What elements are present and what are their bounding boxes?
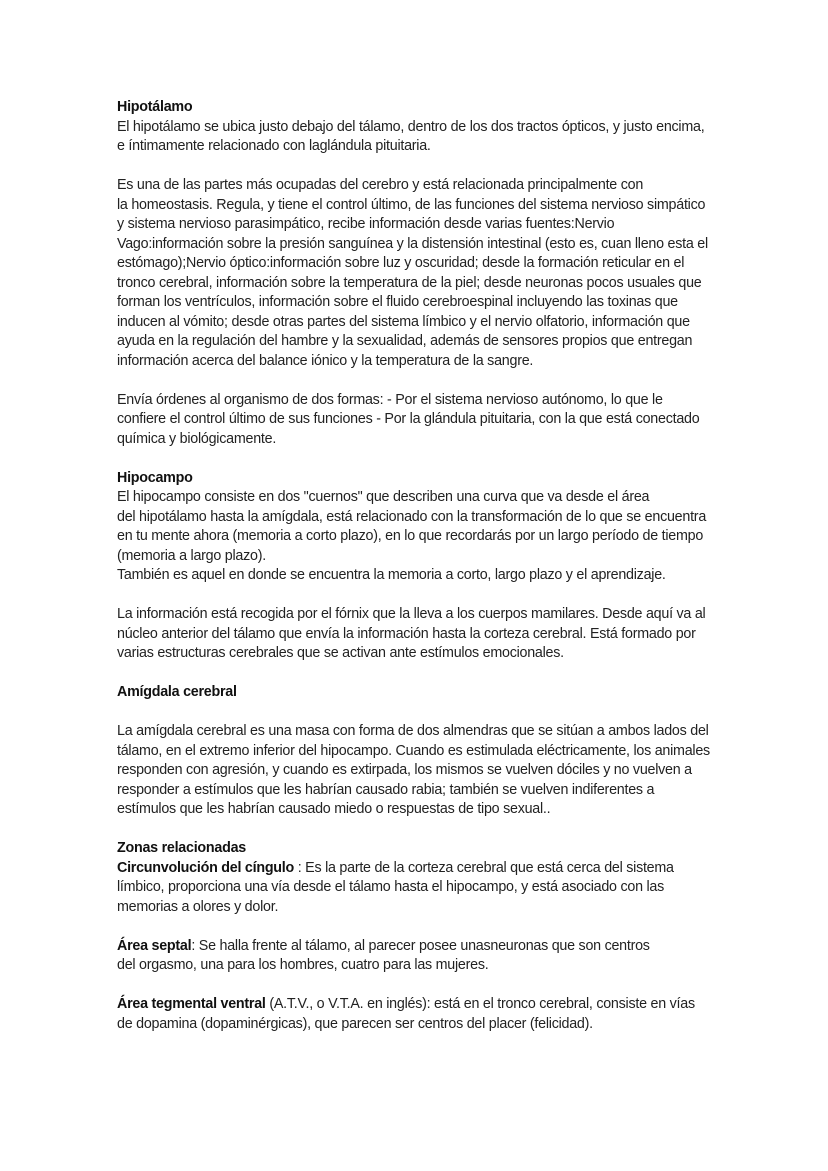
paragraph-septal: [117, 937, 717, 976]
term-definition: : Se halla frente al tálamo, al parecer posee unasneuronas que son centros: [191, 937, 650, 954]
text-line: la homeostasis. Regula, y tiene el control último, de las funciones del sistema nervioso simpático: [117, 196, 706, 213]
text-line: confiere el control último de sus funciones - Por la glándula pituitaria, con la que está conectado: [117, 411, 700, 427]
paragraph-tegmental: [117, 995, 717, 1034]
text-line: química y biológicamente.: [117, 430, 277, 447]
text-line: La amígdala cerebral es una masa con forma de dos almendras que se sitúan a ambos lados del: [117, 723, 709, 739]
section-title: Amígdala cerebral: [117, 684, 237, 700]
text-line: estímulos que les habrían causado miedo o respuestas de tipo sexual..: [117, 801, 551, 817]
text-line: (memoria a largo plazo).: [117, 547, 266, 564]
text-line: memorias a olores y dolor.: [117, 898, 279, 915]
paragraph: [117, 176, 717, 371]
paragraph: [117, 391, 717, 450]
term-bold: Circunvolución del cíngulo: [117, 859, 294, 876]
section-hipocampo: [117, 469, 717, 664]
section-amigdala: [117, 683, 717, 820]
text-line: de dopamina (dopaminérgicas), que parecen ser centros del placer (felicidad).: [117, 1015, 593, 1032]
paragraph: [117, 605, 717, 664]
text-line: información acerca del balance iónico y la temperatura de la sangre.: [117, 352, 534, 369]
text-line: [117, 995, 717, 1015]
text-line: e íntimamente relacionado con laglándula pituitaria.: [117, 138, 431, 154]
text-line: La información está recogida por el fórnix que la lleva a los cuerpos mamilares. Desde aquí va al: [117, 606, 706, 622]
paragraph-cingulo: [117, 859, 717, 918]
term-definition: (A.T.V., o V.T.A. en inglés): está en el tronco cerebral, consiste en vías: [265, 996, 695, 1012]
text-line: inducen al vómito; desde otras partes del sistema límbico y el nervio olfatorio, información que: [117, 313, 690, 330]
section-title: Zonas relacionadas: [117, 840, 246, 856]
term-bold: Área septal: [117, 937, 192, 954]
section-zonas-relacionadas: [117, 839, 717, 1034]
text-line: núcleo anterior del tálamo que envía la información hasta la corteza cerebral. Está formado por: [117, 625, 696, 642]
text-line: Es una de las partes más ocupadas del cerebro y está relacionada principalmente con: [117, 177, 644, 193]
text-line: responder a estímulos que les habrían causado rabia; también se vuelven indiferentes a: [117, 781, 655, 798]
document-page: [117, 98, 717, 1034]
text-line: responden con agresión, y cuando es extirpada, los mismos se vuelven dóciles y no vuelven a: [117, 762, 692, 778]
text-line: Vago:información sobre la presión sanguínea y la distensión intestinal (esto es, cuan lleno esta el: [117, 235, 708, 252]
term-bold: Área tegmental ventral: [117, 996, 266, 1012]
text-line: y sistema nervioso parasimpático, recibe información desde varias fuentes:Nervio: [117, 216, 615, 232]
text-line: del hipotálamo hasta la amígdala, está relacionado con la transformación de lo que se encuentra: [117, 508, 707, 525]
text-line: límbico, proporciona una vía desde el tálamo hasta el hipocampo, y está asociado con las: [117, 879, 665, 895]
text-line: Envía órdenes al organismo de dos formas: - Por el sistema nervioso autónomo, lo que le: [117, 391, 663, 408]
text-line: El hipotálamo se ubica justo debajo del tálamo, dentro de los dos tractos ópticos, y justo encima,: [117, 118, 705, 135]
text-line: en tu mente ahora (memoria a corto plazo), en lo que recordarás por un largo período de tiempo: [117, 528, 704, 544]
text-line: tálamo, en el extremo inferior del hipocampo. Cuando es estimulada eléctricamente, los animales: [117, 742, 710, 759]
text-line: tronco cerebral, información sobre la temperatura de la piel; desde neuronas pocos usuales que: [117, 274, 702, 291]
text-line: También es aquel en donde se encuentra la memoria a corto, largo plazo y el aprendizaje.: [117, 567, 666, 583]
section-hipotalamo: [117, 98, 717, 449]
term-definition: : Es la parte de la corteza cerebral que está cerca del sistema: [294, 859, 674, 876]
text-line: [117, 859, 717, 879]
section-title: Hipotálamo: [117, 99, 193, 115]
text-line: [117, 937, 717, 957]
text-line: forman los ventrículos, información sobre el fluido cerebroespinal incluyendo las toxinas que: [117, 294, 678, 310]
text-line: El hipocampo consiste en dos "cuernos" que describen una curva que va desde el área: [117, 489, 650, 505]
paragraph: [117, 722, 717, 820]
text-line: estómago);Nervio óptico:información sobre luz y oscuridad; desde la formación reticular en el: [117, 255, 685, 271]
text-line: varias estructuras cerebrales que se activan ante estímulos emocionales.: [117, 645, 564, 661]
paragraph: [117, 118, 717, 157]
text-line: del orgasmo, una para los hombres, cuatro para las mujeres.: [117, 957, 489, 973]
text-line: ayuda en la regulación del hambre y la sexualidad, además de sensores propios que entregan: [117, 333, 693, 349]
section-title: Hipocampo: [117, 469, 193, 486]
paragraph: [117, 488, 717, 586]
